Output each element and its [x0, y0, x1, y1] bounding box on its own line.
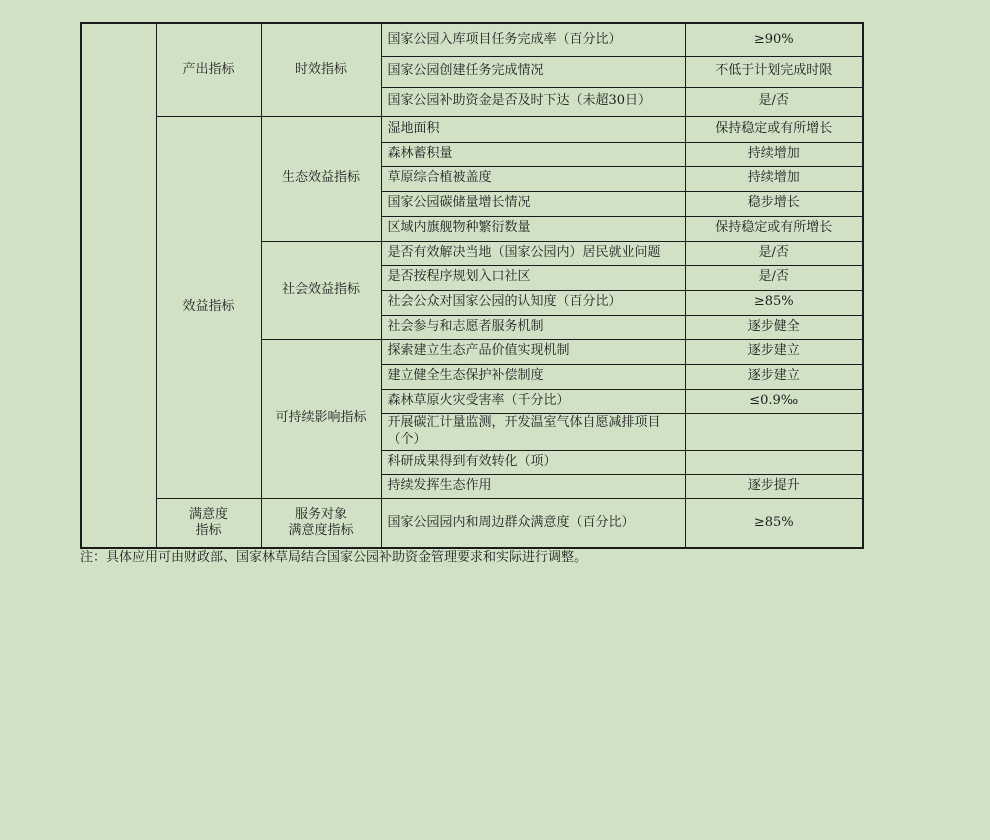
- document-sheet: [80, 22, 862, 549]
- subcategory-cell: 社会效益指标: [261, 241, 381, 339]
- table-row: [81, 116, 863, 142]
- subcategory-cell: 服务对象 满意度指标: [261, 498, 381, 548]
- indicator-cell: 区域内旗舰物种繁衍数量: [381, 216, 685, 241]
- table-row: [81, 23, 863, 56]
- target-cell: 不低于计划完成时限: [685, 56, 863, 87]
- category-cell: 满意度 指标: [156, 498, 261, 548]
- subcategory-cell: 时效指标: [261, 23, 381, 116]
- indicator-cell: 国家公园碳储量增长情况: [381, 191, 685, 216]
- indicator-cell: 探索建立生态产品价值实现机制: [381, 339, 685, 364]
- target-cell: 逐步建立: [685, 339, 863, 364]
- indicator-cell: 科研成果得到有效转化（项）: [381, 450, 685, 474]
- level1-cell: [81, 23, 156, 548]
- indicator-cell: 社会公众对国家公园的认知度（百分比）: [381, 290, 685, 315]
- target-cell: 逐步提升: [685, 474, 863, 498]
- category-cell: 效益指标: [156, 116, 261, 498]
- target-cell: 逐步建立: [685, 364, 863, 389]
- target-cell: ≥85%: [685, 290, 863, 315]
- target-cell: 持续增加: [685, 166, 863, 191]
- indicator-cell: 湿地面积: [381, 116, 685, 142]
- table-note: 注：具体应用可由财政部、国家林草局结合国家公园补助资金管理要求和实际进行调整。: [80, 550, 588, 565]
- target-cell: 是/否: [685, 241, 863, 265]
- target-cell: [685, 413, 863, 450]
- indicator-cell: 是否有效解决当地（国家公园内）居民就业问题: [381, 241, 685, 265]
- target-cell: 逐步健全: [685, 315, 863, 339]
- indicator-cell: 国家公园创建任务完成情况: [381, 56, 685, 87]
- target-cell: 保持稳定或有所增长: [685, 116, 863, 142]
- target-cell: 保持稳定或有所增长: [685, 216, 863, 241]
- indicator-cell: 建立健全生态保护补偿制度: [381, 364, 685, 389]
- target-cell: [685, 450, 863, 474]
- subcategory-cell: 可持续影响指标: [261, 339, 381, 498]
- subcategory-cell: 生态效益指标: [261, 116, 381, 241]
- indicator-cell: 草原综合植被盖度: [381, 166, 685, 191]
- target-cell: ≥85%: [685, 498, 863, 548]
- indicator-cell: 森林草原火灾受害率（千分比）: [381, 389, 685, 413]
- performance-indicator-table: [80, 22, 864, 549]
- indicator-cell: 是否按程序规划入口社区: [381, 265, 685, 290]
- indicator-cell: 开展碳汇计量监测，开发温室气体自愿减排项目（个）: [381, 413, 685, 450]
- target-cell: 是/否: [685, 87, 863, 116]
- target-cell: ≤0.9‰: [685, 389, 863, 413]
- target-cell: ≥90%: [685, 23, 863, 56]
- indicator-cell: 森林蓄积量: [381, 142, 685, 166]
- table-row: [81, 498, 863, 548]
- indicator-cell: 国家公园入库项目任务完成率（百分比）: [381, 23, 685, 56]
- indicator-cell: 国家公园补助资金是否及时下达（未超30日）: [381, 87, 685, 116]
- indicator-cell: 社会参与和志愿者服务机制: [381, 315, 685, 339]
- indicator-cell: 国家公园园内和周边群众满意度（百分比）: [381, 498, 685, 548]
- target-cell: 持续增加: [685, 142, 863, 166]
- category-cell: 产出指标: [156, 23, 261, 116]
- indicator-cell: 持续发挥生态作用: [381, 474, 685, 498]
- target-cell: 是/否: [685, 265, 863, 290]
- target-cell: 稳步增长: [685, 191, 863, 216]
